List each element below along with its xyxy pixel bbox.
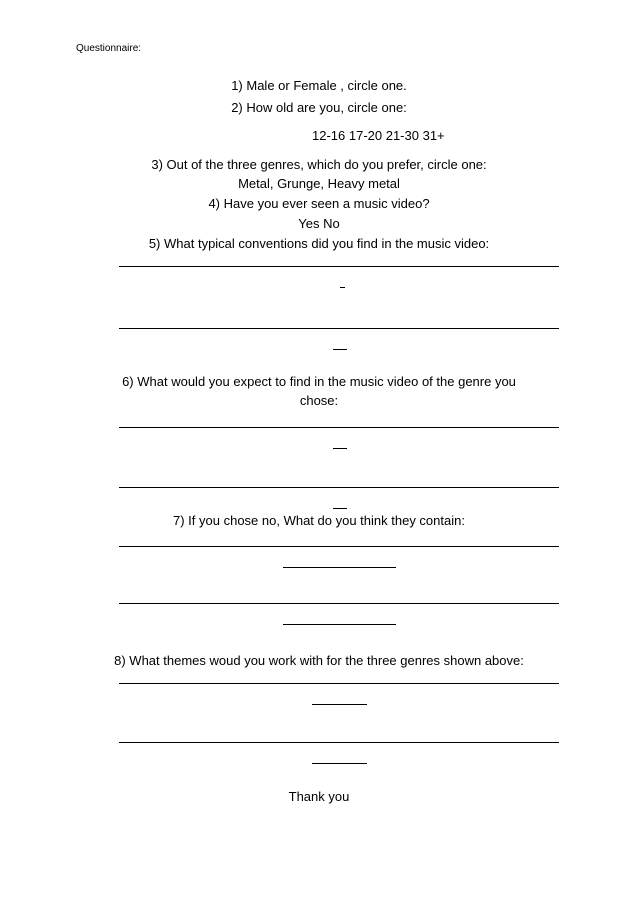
answer-line[interactable] <box>119 603 559 604</box>
question-1: 1) Male or Female , circle one. <box>231 78 407 93</box>
answer-line-continuation <box>333 349 347 350</box>
question-2-options: 12-16 17-20 21-30 31+ <box>312 128 445 143</box>
question-5: 5) What typical conventions did you find in the music video: <box>148 236 490 251</box>
thank-you-text: Thank you <box>288 789 350 804</box>
answer-line[interactable] <box>119 683 559 684</box>
question-8: 8) What themes woud you work with for the three genres shown above: <box>114 653 524 668</box>
question-4: 4) Have you ever seen a music video? <box>208 196 430 211</box>
answer-line-continuation <box>283 567 396 568</box>
question-6-continued: chose: <box>299 393 339 408</box>
answer-line-continuation <box>340 287 345 288</box>
questionnaire-label: Questionnaire: <box>76 43 142 54</box>
answer-line-continuation <box>312 704 367 705</box>
answer-line[interactable] <box>119 427 559 428</box>
question-2: 2) How old are you, circle one: <box>231 100 407 115</box>
answer-line[interactable] <box>119 487 559 488</box>
question-6: 6) What would you expect to find in the music video of the genre you <box>122 374 516 389</box>
question-4-options: Yes No <box>298 216 340 231</box>
answer-line-continuation <box>283 624 396 625</box>
answer-line-continuation <box>333 508 347 509</box>
answer-line-continuation <box>333 448 347 449</box>
answer-line[interactable] <box>119 266 559 267</box>
question-3-options: Metal, Grunge, Heavy metal <box>238 176 400 191</box>
answer-line[interactable] <box>119 742 559 743</box>
answer-line-continuation <box>312 763 367 764</box>
question-7: 7) If you chose no, What do you think they contain: <box>173 513 465 528</box>
answer-line[interactable] <box>119 546 559 547</box>
question-3: 3) Out of the three genres, which do you prefer, circle one: <box>151 157 487 172</box>
answer-line[interactable] <box>119 328 559 329</box>
